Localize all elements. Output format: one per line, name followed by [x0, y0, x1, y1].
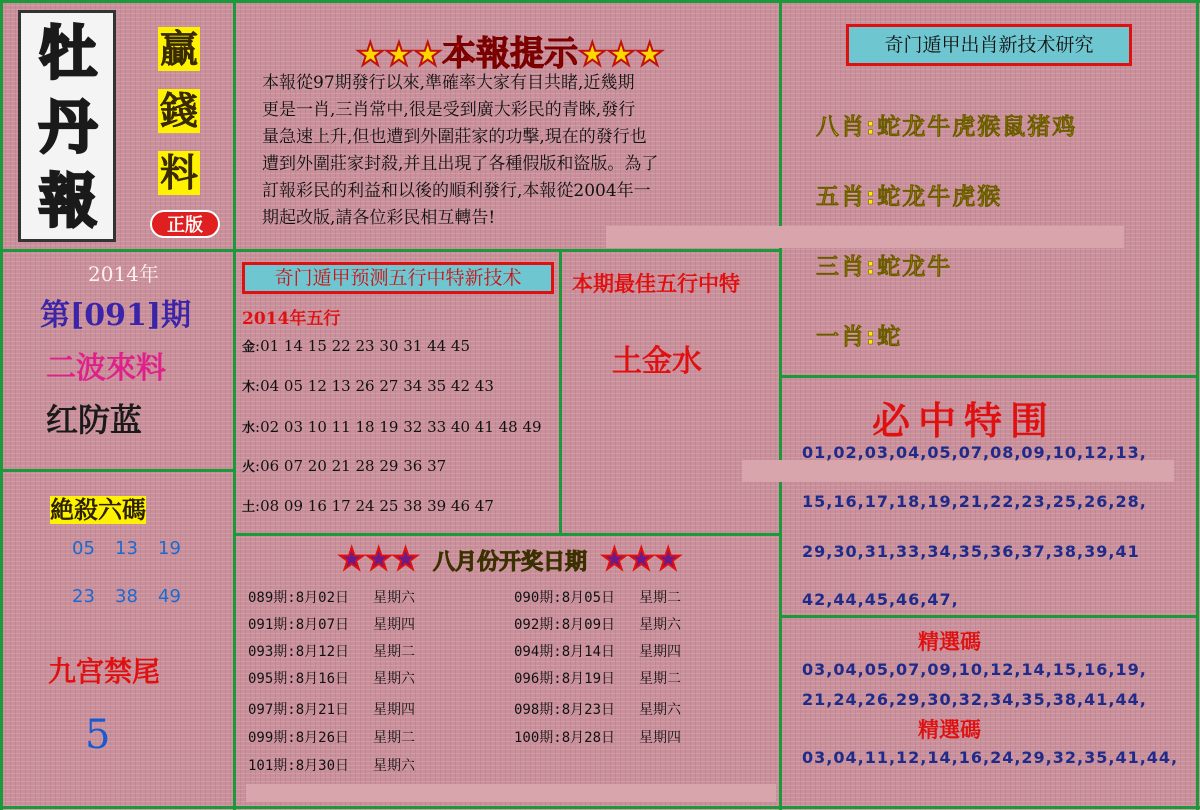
kill-number: 38 — [115, 586, 138, 607]
nine-palace-title: 九宫禁尾 — [48, 655, 161, 688]
calendar-entry: 093期:8月12日 星期二 — [248, 644, 416, 660]
five-elements-row: 金:01 14 15 22 23 30 31 44 45 — [242, 337, 471, 355]
frame-line — [0, 469, 236, 472]
five-elements-row: 水:02 03 10 11 18 19 32 33 40 41 48 49 — [242, 418, 542, 436]
star-icon: ★★★ — [578, 35, 665, 73]
special-row: 15,16,17,18,19,21,22,23,25,26,28, — [802, 492, 1147, 511]
five-elements-row: 土:08 09 16 17 24 25 38 39 46 47 — [242, 497, 494, 515]
frame-line — [0, 0, 3, 810]
special-row: 01,02,03,04,05,07,08,09,10,12,13, — [802, 443, 1147, 462]
masthead-char: 牡 — [38, 19, 97, 87]
notice-body — [262, 70, 772, 232]
picks-row: 03,04,11,12,14,16,24,29,32,35,41,44, — [802, 748, 1179, 767]
kill-number: 13 — [115, 538, 138, 559]
calendar-entry: 091期:8月07日 星期四 — [248, 617, 416, 633]
zodiac-row: 三肖:蛇龙牛 — [816, 254, 953, 280]
frame-line — [559, 249, 562, 534]
calendar-entry: 098期:8月23日 星期六 — [514, 702, 682, 718]
wave-colors: 红防蓝 — [46, 401, 143, 439]
five-elements-row: 火:06 07 20 21 28 29 36 37 — [242, 457, 447, 475]
zodiac-row: 八肖:蛇龙牛虎猴鼠猪鸡 — [816, 114, 1078, 140]
calendar-title: ★★★ 八月份开奖日期 ★★★ — [338, 542, 682, 577]
zodiac-row: 五肖:蛇龙牛虎猴 — [816, 184, 1003, 210]
kill-number: 19 — [158, 538, 181, 559]
picks-title: 精選碼 — [918, 630, 981, 654]
picks-row: 21,24,26,29,30,32,34,35,38,41,44, — [802, 690, 1147, 709]
kill-number: 05 — [72, 538, 95, 559]
calendar-entry: 101期:8月30日 星期六 — [248, 758, 416, 774]
frame-line — [0, 249, 782, 252]
frame-line — [233, 0, 236, 810]
star-icon: ★★★ — [338, 542, 419, 577]
decor-strip — [742, 460, 1174, 482]
zodiac-row: 一肖:蛇 — [816, 324, 903, 350]
best-element-value: 土金水 — [612, 344, 702, 379]
wave-title: 二波來料 — [46, 351, 166, 386]
kill-number: 23 — [72, 586, 95, 607]
calendar-entry: 092期:8月09日 星期六 — [514, 617, 682, 633]
zodiac-title: 奇门遁甲出肖新技术研究 — [846, 24, 1132, 66]
frame-line — [1196, 0, 1199, 810]
masthead-char: 丹 — [38, 93, 97, 161]
issue-number: 第[091]期 — [40, 298, 192, 333]
nine-palace-value: 5 — [85, 712, 111, 758]
frame-line — [233, 533, 782, 536]
calendar-entry: 097期:8月21日 星期四 — [248, 702, 416, 718]
calendar-entry: 100期:8月28日 星期四 — [514, 730, 682, 746]
five-elements-year: 2014年五行 — [242, 309, 341, 329]
edition-badge: 正版 — [150, 210, 220, 238]
notice-line: 本報從97期發行以來,準確率大家有目共睹,近幾期 — [262, 73, 635, 93]
best-element-title: 本期最佳五行中特 — [572, 272, 740, 296]
frame-line — [0, 0, 1200, 3]
kill-six-title: 絶殺六碼 — [50, 496, 146, 524]
calendar-entry: 096期:8月19日 星期二 — [514, 671, 682, 687]
notice-line: 期起改版,請各位彩民相互轉告! — [262, 208, 496, 228]
five-elements-row: 木:04 05 12 13 26 27 34 35 42 43 — [242, 377, 494, 395]
special-row: 29,30,31,33,34,35,36,37,38,39,41 — [802, 542, 1140, 561]
frame-line — [779, 615, 1199, 618]
side-char: 贏 — [160, 27, 199, 71]
calendar-entry: 090期:8月05日 星期二 — [514, 590, 682, 606]
star-icon: ★★★ — [355, 35, 442, 73]
frame-line — [779, 375, 1199, 378]
picks-row: 03,04,05,07,09,10,12,14,15,16,19, — [802, 660, 1147, 679]
notice-line: 訂報彩民的利益和以後的順利發行,本報從2004年一 — [262, 181, 651, 201]
notice-title: ★★★本報提示★★★ — [355, 34, 665, 74]
notice-line: 遭到外圍莊家封殺,并且出現了各種假版和盜版。為了 — [262, 154, 659, 174]
frame-line — [0, 806, 1200, 809]
side-char: 料 — [160, 151, 199, 195]
notice-line: 更是一肖,三肖常中,很是受到廣大彩民的青睞,發行 — [262, 100, 636, 120]
star-icon: ★★★ — [601, 542, 682, 577]
calendar-entry: 095期:8月16日 星期六 — [248, 671, 416, 687]
calendar-entry: 089期:8月02日 星期六 — [248, 590, 416, 606]
notice-line: 量急速上升,但也遭到外圍莊家的功擊,現在的發行也 — [262, 127, 647, 147]
special-row: 42,44,45,46,47, — [802, 590, 959, 609]
kill-number: 49 — [158, 586, 181, 607]
frame-line — [779, 0, 782, 810]
calendar-entry: 099期:8月26日 星期二 — [248, 730, 416, 746]
masthead-char: 報 — [38, 167, 97, 235]
picks-title: 精選碼 — [918, 718, 981, 742]
calendar-entry: 094期:8月14日 星期四 — [514, 644, 682, 660]
special-title: 必中特围 — [872, 399, 1057, 443]
decor-strip — [246, 784, 776, 802]
five-elements-title: 奇门遁甲预测五行中特新技术 — [242, 262, 554, 294]
side-char: 錢 — [160, 89, 199, 133]
year-label: 2014年 — [88, 262, 159, 286]
masthead-logo — [18, 10, 116, 242]
